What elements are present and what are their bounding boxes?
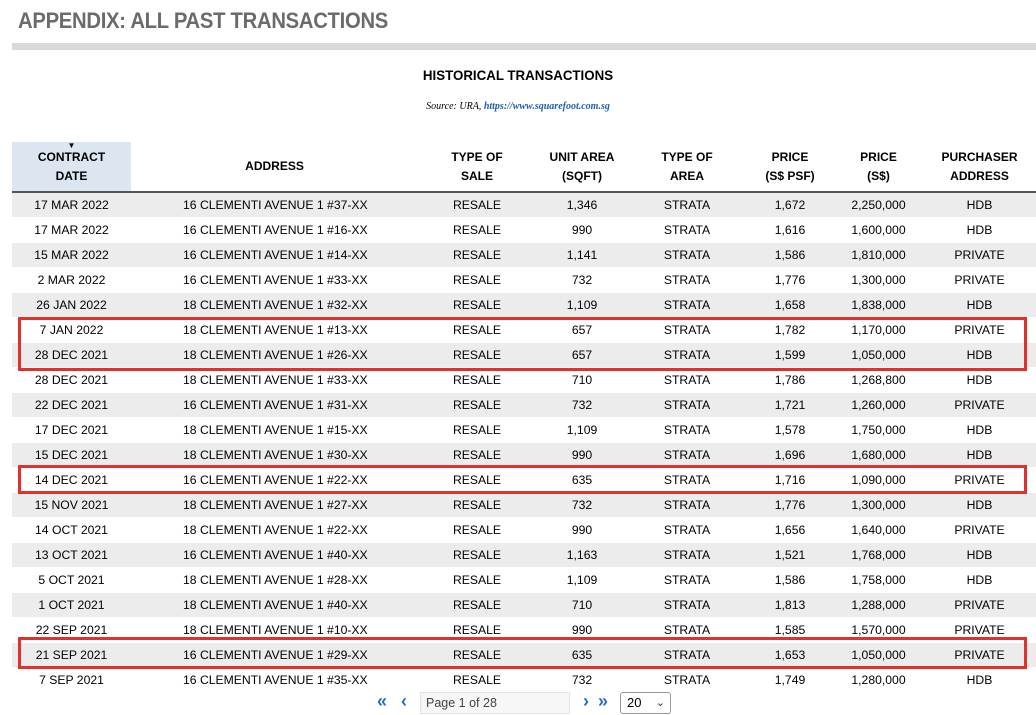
table-cell: PRIVATE [923,268,1036,293]
table-cell: 18 CLEMENTI AVENUE 1 #27-XX [131,493,418,518]
table-body [12,192,1036,693]
table-cell: 14 DEC 2021 [12,468,131,493]
table-cell: RESALE [418,668,536,693]
table-row [12,192,1036,218]
column-header-line: PRICE [771,149,809,164]
column-header[interactable] [746,142,834,192]
table-cell: HDB [923,443,1036,468]
table-cell: 16 CLEMENTI AVENUE 1 #29-XX [131,643,418,668]
table-cell: STRATA [628,593,746,618]
table-row [12,268,1036,293]
column-header[interactable] [418,142,536,192]
column-header-line: ADDRESS [245,159,304,173]
table-cell: 1,776 [746,268,834,293]
table-cell: 5 OCT 2021 [12,568,131,593]
table-cell: RESALE [418,493,536,518]
table-cell: 2,250,000 [834,192,923,218]
table-cell: RESALE [418,468,536,493]
table-cell: 990 [536,518,628,543]
chevron-down-icon: ⌄ [655,697,665,709]
source-link[interactable]: https://www.squarefoot.com.sg [483,101,610,112]
table-cell: 1,658 [746,293,834,318]
table-cell: STRATA [628,192,746,218]
column-header-line: TYPE OF [451,149,503,164]
table-cell: 732 [536,393,628,418]
table-cell: 1,616 [746,218,834,243]
table-row [12,518,1036,543]
table-cell: 28 DEC 2021 [12,343,131,368]
column-header[interactable] [834,142,923,192]
table-cell: 1,300,000 [834,268,923,293]
table-cell: 18 CLEMENTI AVENUE 1 #13-XX [131,318,418,343]
table-cell: RESALE [418,518,536,543]
table-title: HISTORICAL TRANSACTIONS [422,67,614,83]
table-cell: 1,672 [746,192,834,218]
table-cell: 1,109 [536,568,628,593]
table-cell: 17 DEC 2021 [12,418,131,443]
page-size-value: 20 [627,695,642,710]
table-cell: 1,599 [746,343,834,368]
table-cell: STRATA [628,418,746,443]
table-cell: HDB [923,568,1036,593]
table-row [12,393,1036,418]
table-cell: RESALE [418,192,536,218]
table-cell: RESALE [418,293,536,318]
table-cell: 26 JAN 2022 [12,293,131,318]
table-cell: HDB [923,218,1036,243]
table-cell: HDB [923,343,1036,368]
table-cell: 1,268,800 [834,368,923,393]
table-cell: 7 JAN 2022 [12,318,131,343]
table-cell: STRATA [628,318,746,343]
table-cell: PRIVATE [923,643,1036,668]
table-cell: STRATA [628,218,746,243]
table-cell: 13 OCT 2021 [12,543,131,568]
table-cell: 1,776 [746,493,834,518]
table-cell: 732 [536,268,628,293]
column-header-line: PRICE [860,149,897,164]
table-cell: 1,090,000 [834,468,923,493]
table-cell: STRATA [628,618,746,643]
table-cell: 1,346 [536,192,628,218]
table-cell: 16 CLEMENTI AVENUE 1 #14-XX [131,243,418,268]
table-cell: 1,696 [746,443,834,468]
column-header[interactable] [12,142,131,192]
table-cell: PRIVATE [923,518,1036,543]
table-cell: 1,656 [746,518,834,543]
table-cell: 14 OCT 2021 [12,518,131,543]
table-cell: 28 DEC 2021 [12,368,131,393]
table-cell: PRIVATE [923,618,1036,643]
table-cell: 16 CLEMENTI AVENUE 1 #31-XX [131,393,418,418]
table-cell: PRIVATE [923,393,1036,418]
table-cell: 17 MAR 2022 [12,192,131,218]
table-cell: 1,750,000 [834,418,923,443]
table-cell: STRATA [628,518,746,543]
table-row [12,318,1036,343]
table-cell: 1,782 [746,318,834,343]
table-cell: 18 CLEMENTI AVENUE 1 #30-XX [131,443,418,468]
chevron-left-icon[interactable]: ‹ [401,691,407,711]
table-cell: 1,050,000 [834,643,923,668]
sort-desc-icon: ▼ [67,141,76,150]
table-cell: RESALE [418,543,536,568]
heading-rule [12,43,1036,50]
table-row [12,643,1036,668]
table-cell: 18 CLEMENTI AVENUE 1 #28-XX [131,568,418,593]
table-cell: 7 SEP 2021 [12,668,131,693]
table-cell: 15 MAR 2022 [12,243,131,268]
table-cell: 1,109 [536,418,628,443]
table-cell: 18 CLEMENTI AVENUE 1 #40-XX [131,593,418,618]
column-header-line: (S$ PSF) [765,168,815,183]
table-row [12,418,1036,443]
table-cell: 1,109 [536,293,628,318]
table-cell: 16 CLEMENTI AVENUE 1 #16-XX [131,218,418,243]
table-cell: 1,170,000 [834,318,923,343]
table-row [12,368,1036,393]
table-cell: 1,721 [746,393,834,418]
table-cell: RESALE [418,368,536,393]
table-cell: HDB [923,493,1036,518]
double-chevron-right-icon[interactable]: » [598,691,609,711]
table-row [12,543,1036,568]
table-row [12,618,1036,643]
table-cell: RESALE [418,443,536,468]
table-cell: 18 CLEMENTI AVENUE 1 #10-XX [131,618,418,643]
table-cell: 1,600,000 [834,218,923,243]
page-heading: APPENDIX: ALL PAST TRANSACTIONS [18,8,389,33]
column-header[interactable] [923,142,1036,192]
table-cell: STRATA [628,443,746,468]
table-cell: 710 [536,368,628,393]
pagination [0,689,1036,715]
table-row [12,443,1036,468]
table-cell: 1,280,000 [834,668,923,693]
table-cell: 1,050,000 [834,343,923,368]
chevron-right-icon[interactable]: › [583,691,589,711]
table-cell: 18 CLEMENTI AVENUE 1 #33-XX [131,368,418,393]
table-cell: 18 CLEMENTI AVENUE 1 #32-XX [131,293,418,318]
table-header-row [12,142,1036,192]
column-header-line: UNIT AREA [549,149,615,164]
table-cell: 15 NOV 2021 [12,493,131,518]
table-cell: 22 SEP 2021 [12,618,131,643]
column-header-line: (S$) [867,168,890,183]
table-cell: HDB [923,368,1036,393]
table-cell: 635 [536,468,628,493]
table-row [12,218,1036,243]
table-cell: 732 [536,668,628,693]
table-cell: HDB [923,418,1036,443]
column-header-line: (SQFT) [562,168,602,183]
column-header[interactable] [628,142,746,192]
table-cell: 710 [536,593,628,618]
table-cell: STRATA [628,643,746,668]
table-cell: 16 CLEMENTI AVENUE 1 #22-XX [131,468,418,493]
column-header[interactable] [131,142,418,192]
table-cell: 1,640,000 [834,518,923,543]
page-status: Page 1 of 28 [420,692,570,714]
table-cell: 1,163 [536,543,628,568]
table-cell: 18 CLEMENTI AVENUE 1 #15-XX [131,418,418,443]
table-cell: RESALE [418,643,536,668]
source-prefix: Source: URA, [426,101,482,112]
table-cell: RESALE [418,243,536,268]
page-size-select[interactable] [620,692,671,714]
table-cell: HDB [923,293,1036,318]
table-cell: 1,288,000 [834,593,923,618]
table-cell: HDB [923,192,1036,218]
table-cell: 1,570,000 [834,618,923,643]
table-cell: 1,141 [536,243,628,268]
table-cell: 1,585 [746,618,834,643]
table-cell: STRATA [628,393,746,418]
transactions-table [12,142,1036,693]
table-cell: 15 DEC 2021 [12,443,131,468]
table-cell: 16 CLEMENTI AVENUE 1 #40-XX [131,543,418,568]
table-cell: PRIVATE [923,243,1036,268]
table-cell: 1,810,000 [834,243,923,268]
table-cell: RESALE [418,268,536,293]
table-row [12,493,1036,518]
column-header-line: TYPE OF [661,149,713,164]
table-cell: STRATA [628,243,746,268]
table-row [12,593,1036,618]
table-cell: STRATA [628,468,746,493]
table-cell: 1,749 [746,668,834,693]
table-row [12,568,1036,593]
table-cell: 1,586 [746,568,834,593]
table-cell: STRATA [628,268,746,293]
table-cell: 1,586 [746,243,834,268]
table-cell: HDB [923,668,1036,693]
table-cell: 16 CLEMENTI AVENUE 1 #35-XX [131,668,418,693]
table-cell: 1,838,000 [834,293,923,318]
table-cell: 1,680,000 [834,443,923,468]
column-header-line: AREA [669,168,704,183]
table-cell: STRATA [628,493,746,518]
table-cell: 1,653 [746,643,834,668]
table-cell: 657 [536,343,628,368]
table-cell: 990 [536,443,628,468]
table-cell: 1,716 [746,468,834,493]
table-cell: 635 [536,643,628,668]
column-header-line: DATE [55,168,88,183]
source-line [0,101,1036,112]
table-row [12,468,1036,493]
table-cell: 16 CLEMENTI AVENUE 1 #33-XX [131,268,418,293]
column-header-line: SALE [460,168,493,183]
table-cell: HDB [923,543,1036,568]
table-cell: 1,758,000 [834,568,923,593]
table-cell: STRATA [628,543,746,568]
table-cell: 990 [536,618,628,643]
table-cell: 657 [536,318,628,343]
table-cell: 2 MAR 2022 [12,268,131,293]
table-cell: RESALE [418,418,536,443]
table-cell: 22 DEC 2021 [12,393,131,418]
table-cell: 1,260,000 [834,393,923,418]
table-cell: 1,786 [746,368,834,393]
table-cell: PRIVATE [923,318,1036,343]
table-cell: STRATA [628,368,746,393]
table-cell: RESALE [418,393,536,418]
table-cell: STRATA [628,343,746,368]
table-row [12,343,1036,368]
table-cell: STRATA [628,668,746,693]
table-cell: 18 CLEMENTI AVENUE 1 #22-XX [131,518,418,543]
table-cell: STRATA [628,568,746,593]
table-cell: RESALE [418,568,536,593]
table-cell: 1,300,000 [834,493,923,518]
table-cell: 1 OCT 2021 [12,593,131,618]
table-cell: PRIVATE [923,468,1036,493]
column-header-line: ADDRESS [950,168,1009,183]
table-cell: STRATA [628,293,746,318]
table-row [12,243,1036,268]
table-cell: RESALE [418,593,536,618]
table-row [12,293,1036,318]
table-cell: RESALE [418,318,536,343]
table-cell: 1,521 [746,543,834,568]
column-header[interactable] [536,142,628,192]
table-cell: 17 MAR 2022 [12,218,131,243]
table-cell: 732 [536,493,628,518]
table-cell: PRIVATE [923,593,1036,618]
table-cell: 18 CLEMENTI AVENUE 1 #26-XX [131,343,418,368]
column-header-line: CONTRACT [37,149,106,164]
double-chevron-left-icon[interactable]: « [377,691,388,711]
table-cell: RESALE [418,618,536,643]
table-cell: 21 SEP 2021 [12,643,131,668]
table-cell: 990 [536,218,628,243]
table-cell: RESALE [418,218,536,243]
table-cell: RESALE [418,343,536,368]
table-cell: 1,578 [746,418,834,443]
column-header-line: PURCHASER [941,149,1018,164]
table-cell: 1,813 [746,593,834,618]
table-cell: 1,768,000 [834,543,923,568]
table-cell: 16 CLEMENTI AVENUE 1 #37-XX [131,192,418,218]
